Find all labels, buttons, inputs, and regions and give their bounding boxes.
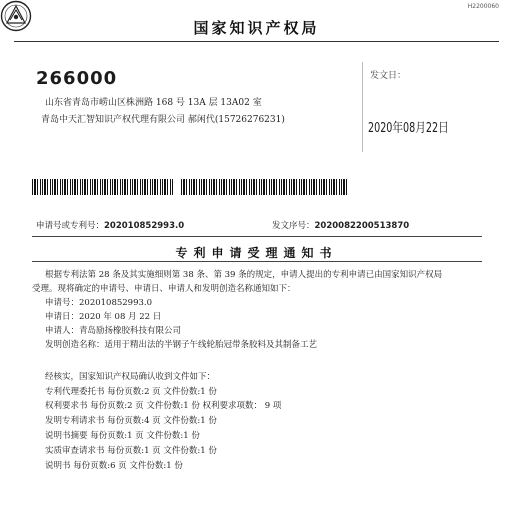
header-rule [14,41,499,42]
notice-title: 专利申请受理通知书 [175,246,338,260]
application-number-row [36,219,184,231]
serial-number-value: 2020082200513870 [314,221,410,231]
file-item: 说明书 每份页数:6 页 文件份数:1 份 [45,461,183,471]
intro-line-1: 根据专利法第 28 条及其实施细则第 38 条、第 39 条的规定，申请人提出的专利申请已由国家知识产权局 [45,270,443,280]
serial-number-row [272,219,409,231]
file-item: 发明专利请求书 每份页数:4 页 文件份数:1 份 [45,416,217,426]
field-application-number: 申请号：202010852993.0 [45,298,153,308]
application-number-value: 202010852993.0 [104,221,185,231]
issue-date-label: 发文日： [370,71,407,81]
field-application-date: 申请日：2020 年 08 月 22 日 [45,312,162,322]
field-invention-title: 发明创造名称：适用于精出法的半钢子午线轮胎冠带条胶料及其制备工艺 [45,340,318,350]
recipient-address: 山东省青岛市崂山区株洲路 168 号 13A 层 13A02 室 [45,98,262,108]
title-rule-top [32,236,482,237]
serial-number-label: 发文序号： [272,221,315,231]
postcode: 266000 [36,68,118,89]
divider [362,62,363,152]
barcode-left [32,179,174,195]
file-item: 说明书摘要 每份页数:1 页 文件份数:1 份 [45,431,200,441]
office-name: 国家知识产权局 [193,19,320,37]
issue-date: 2020年08月22日 [368,121,449,136]
barcode-right [181,179,349,195]
intro-line-2: 受理。现将确定的申请号、申请日、申请人和发明创造名称通知如下： [32,284,296,294]
document-code: H2200060 [467,3,499,10]
title-rule-bottom [32,261,482,262]
file-item: 专利代理委托书 每份页数:2 页 文件份数:1 份 [45,387,217,397]
file-item: 实质审查请求书 每份页数:1 页 文件份数:1 份 [45,446,217,456]
application-number-label: 申请号或专利号： [36,221,105,231]
field-applicant: 申请人：青岛励扬橡胶科技有限公司 [45,326,182,336]
recipient-agent: 青岛中天汇智知识产权代理有限公司 郝闲代(15726276231) [41,115,285,125]
verification-line: 经核实，国家知识产权局确认收到文件如下： [45,372,216,382]
file-item: 权利要求书 每份页数:2 页 文件份数:1 份 权利要求项数： 9 项 [45,401,282,411]
